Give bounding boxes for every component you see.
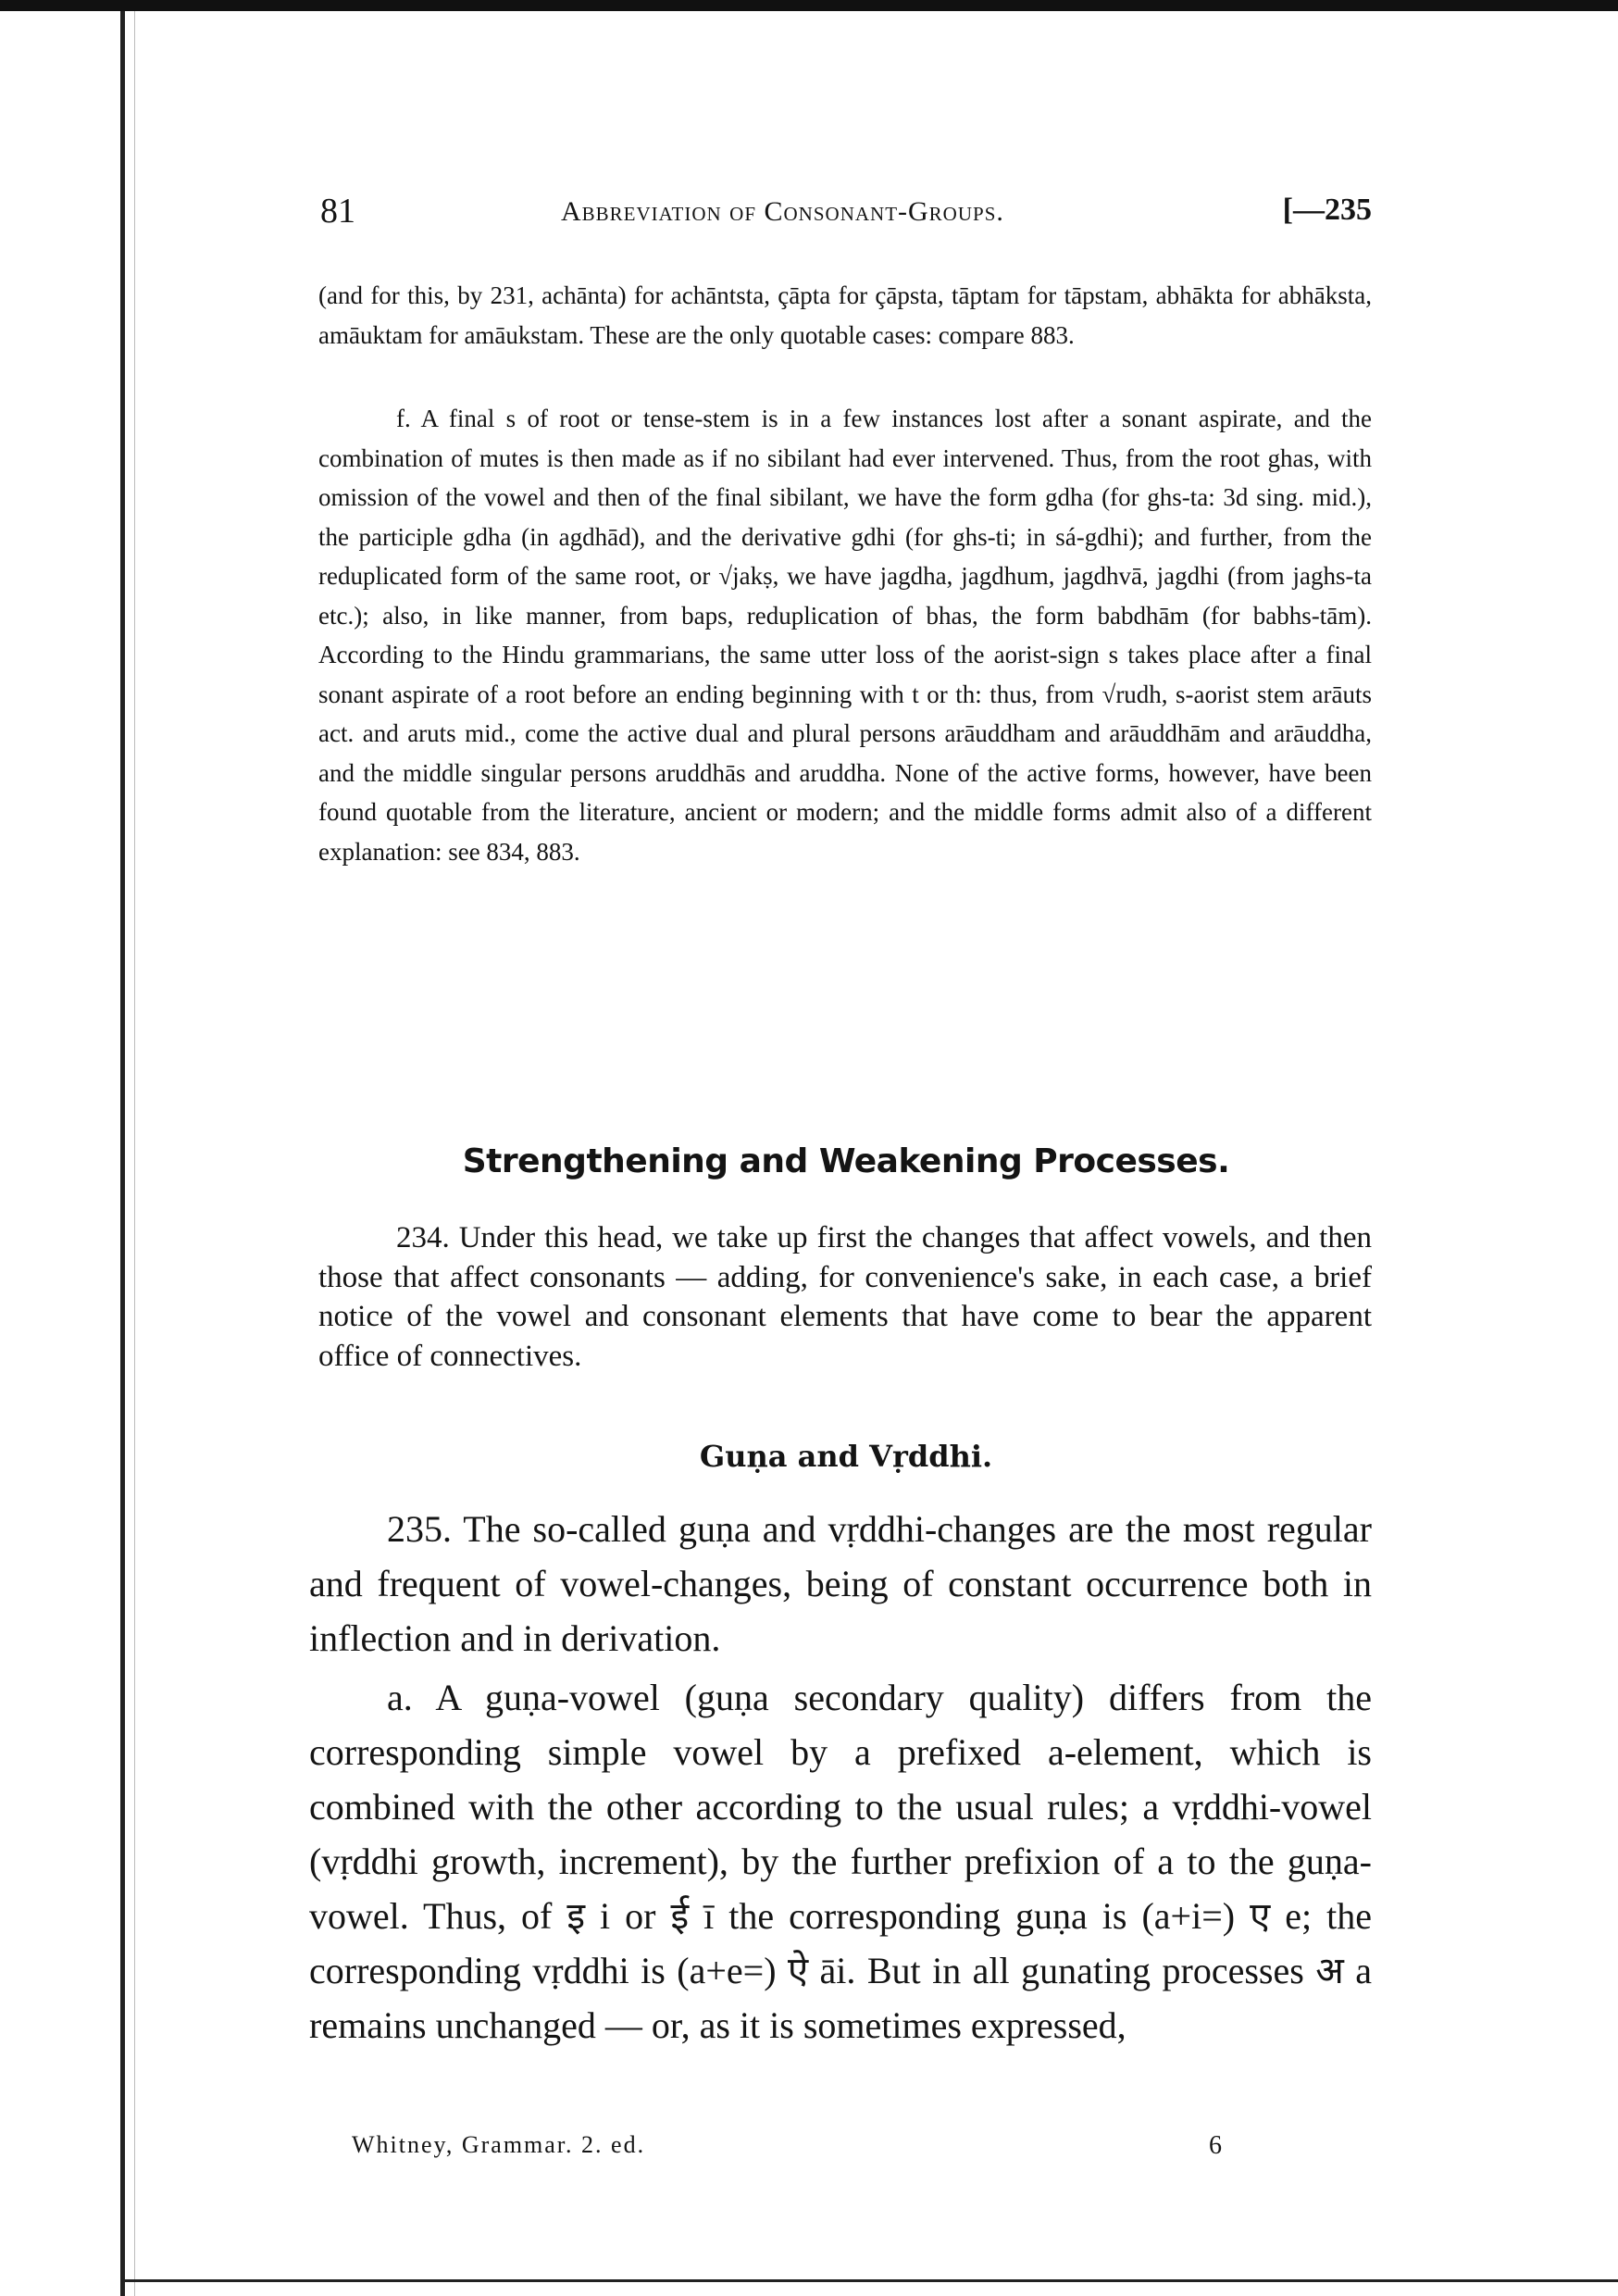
paragraph-233f	[318, 399, 1372, 871]
paragraph-233-continuation	[318, 276, 1372, 355]
scan-left-edge	[134, 11, 135, 2296]
paragraph-235	[309, 1502, 1372, 1666]
signature-mark: 6	[1209, 2131, 1222, 2160]
page-number: 81	[320, 192, 355, 231]
section-reference: [—235	[1282, 193, 1372, 227]
scan-bottom-border	[120, 2279, 1618, 2282]
paragraph-235a	[309, 1670, 1372, 2053]
section-heading: Strengthening and Weakening Processes.	[462, 1142, 1230, 1180]
paragraph-text: 234. Under this head, we take up first the changes that affect vowels, and then those that affect consonants — adding, for convenience's sake, in each case, a brief notice of the vowel and consonant elements that have come to bear the apparent office of connectives.	[318, 1221, 1372, 1373]
paragraph-text: f. A final s of root or tense-stem is in a few instances lost after a sonant aspirate, and the combination of mutes is then made as if no sibilant had ever intervened. Thus, from the root ghas, with omission of the vowel and then of the final sibilant, we have the form gdha (for ghs-ta: 3d sing. mid.), the participle gdha (in agdhād), and the derivative gdhi (for ghs-ti; in sá-gdhi); and further, from the reduplicated form of the same root, or √jakṣ, we have jagdha, jagdhum, jagdhvā, jagdhi (from jaghs-ta etc.); also, in like manner, from baps, reduplication of bhas, the form babdhām (for babhs-tām). According to the Hindu grammarians, the same utter loss of the aorist-sign s takes place after a final sonant aspirate of a root before an ending beginning with t or th: thus, from √rudh, s-aorist stem arāuts act. and aruts mid., come the active dual and plural persons arāuddham and arāuddhām and arāuddha, and the middle singular persons aruddhās and aruddha. None of the active forms, however, have been found quotable from the literature, ancient or modern; and the middle forms admit also of a different explanation: see 834, 883.	[318, 405, 1372, 866]
running-title: Abbreviation of Consonant-Groups.	[561, 196, 1004, 227]
page-header	[320, 191, 1372, 237]
paragraph-text: a. A guṇa-vowel (guṇa secondary quality) differs from the corresponding simple vowel by a prefixed a-element, which is combined with the other according to the usual rules; a vṛddhi-vowel (vṛddhi growth, increment), by the further prefixion of a to the guṇa-vowel. Thus, of इ i or ई ī the corresponding guṇa is (a+i=) ए e; the corresponding vṛddhi is (a+e=) ऐ āi. But in all gunating processes अ a remains unchanged — or, as it is sometimes expressed,	[309, 1677, 1372, 2046]
paragraph-text: 235. The so-called guṇa and vṛddhi-changes are the most regular and frequent of vowel-changes, being of constant occurrence both in inflection and in derivation.	[309, 1508, 1372, 1659]
signature-line: Whitney, Grammar. 2. ed.	[352, 2131, 646, 2158]
scan-left-border	[120, 11, 125, 2296]
paragraph-234	[318, 1218, 1372, 1376]
page-footer	[352, 2131, 1222, 2168]
paragraph-text: (and for this, by 231, achānta) for achāntsta, çāpta for çāpsta, tāptam for tāpstam, abhākta for abhāksta, amāuktam for amāukstam. These are the only quotable cases: compare 883.	[318, 281, 1372, 349]
scan-top-border	[0, 0, 1618, 11]
subsection-heading: Guṇa and Vṛddhi.	[699, 1439, 993, 1474]
